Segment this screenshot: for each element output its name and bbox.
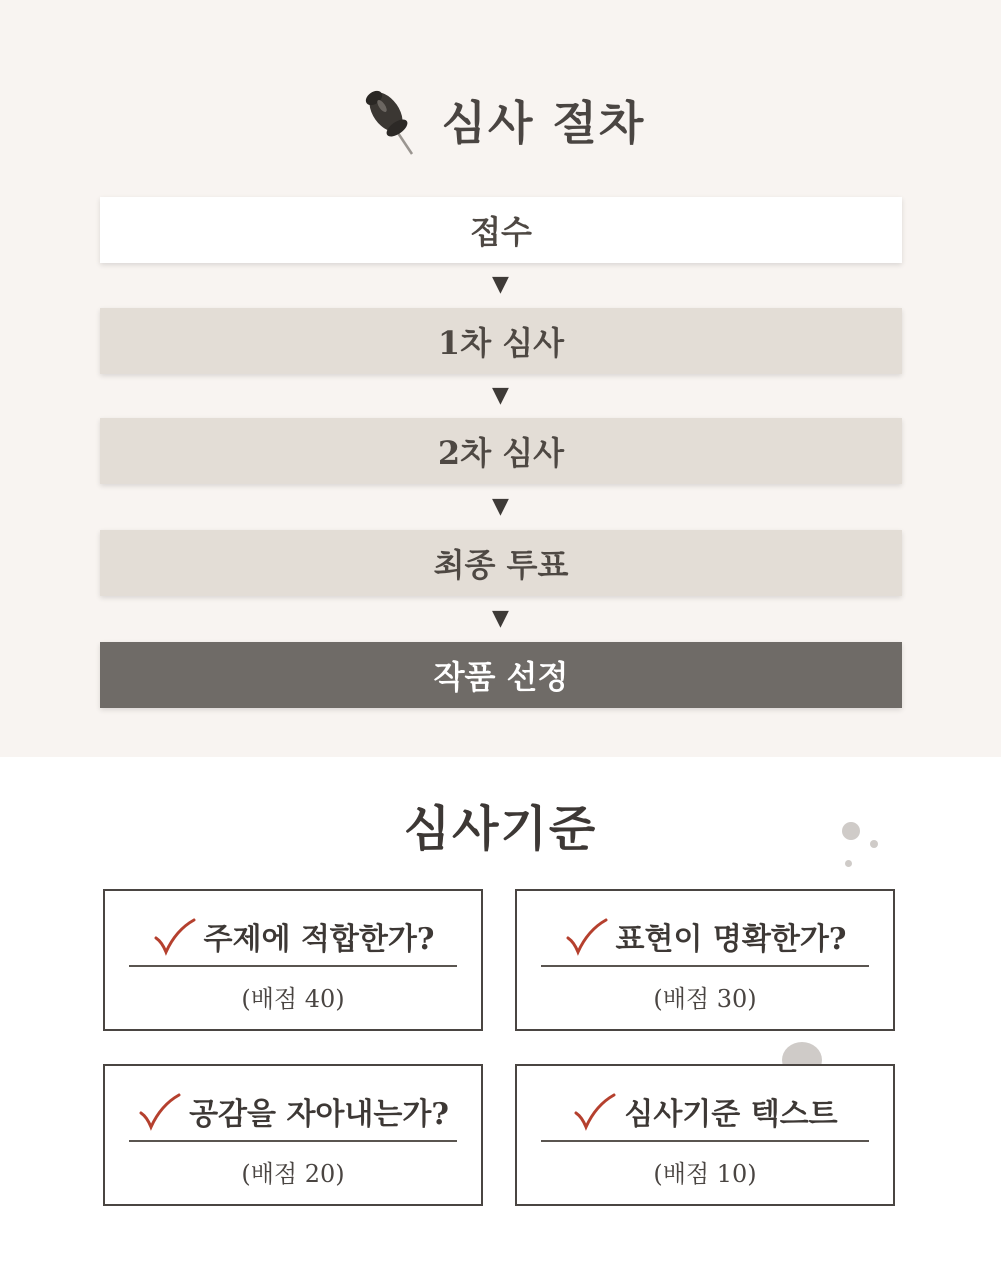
down-arrow-icon: ▼ [492, 494, 509, 519]
criteria-score: (배점 20) [241, 1160, 345, 1188]
criteria-card-header [541, 907, 869, 967]
criteria-card [103, 889, 483, 1031]
step-first-review: 1차 심사 [100, 308, 902, 374]
check-icon [152, 916, 198, 956]
down-arrow-icon: ▼ [492, 606, 509, 631]
ink-splash [842, 822, 860, 840]
step-final-vote: 최종 투표 [100, 530, 902, 596]
ink-splash [870, 840, 878, 848]
check-icon [137, 1091, 183, 1131]
criteria-card [515, 889, 895, 1031]
down-arrow-icon: ▼ [492, 383, 509, 408]
criteria-question: 표현이 명확한가? [615, 922, 847, 957]
criteria-score: (배점 10) [653, 1160, 757, 1188]
criteria-title: 심사기준 [403, 801, 598, 857]
ink-splash [845, 860, 852, 867]
step-selection: 작품 선정 [100, 642, 902, 708]
check-icon [572, 1091, 618, 1131]
down-arrow-icon: ▼ [492, 272, 509, 297]
check-icon [564, 916, 610, 956]
criteria-card-header [541, 1082, 869, 1142]
step-receipt: 접수 [100, 197, 902, 263]
criteria-score: (배점 30) [653, 985, 757, 1013]
procedure-title: 심사 절차 [441, 96, 646, 150]
step-second-review: 2차 심사 [100, 418, 902, 484]
procedure-header [0, 80, 1001, 160]
criteria-card [515, 1064, 895, 1206]
criteria-question: 주제에 적합한가? [203, 922, 435, 957]
pushpin-icon [356, 86, 430, 160]
criteria-card-header [129, 907, 457, 967]
criteria-card [103, 1064, 483, 1206]
criteria-card-header [129, 1082, 457, 1142]
criteria-question: 심사기준 텍스트 [624, 1097, 838, 1132]
criteria-score: (배점 40) [241, 985, 345, 1013]
criteria-question: 공감을 자아내는가? [189, 1097, 449, 1132]
